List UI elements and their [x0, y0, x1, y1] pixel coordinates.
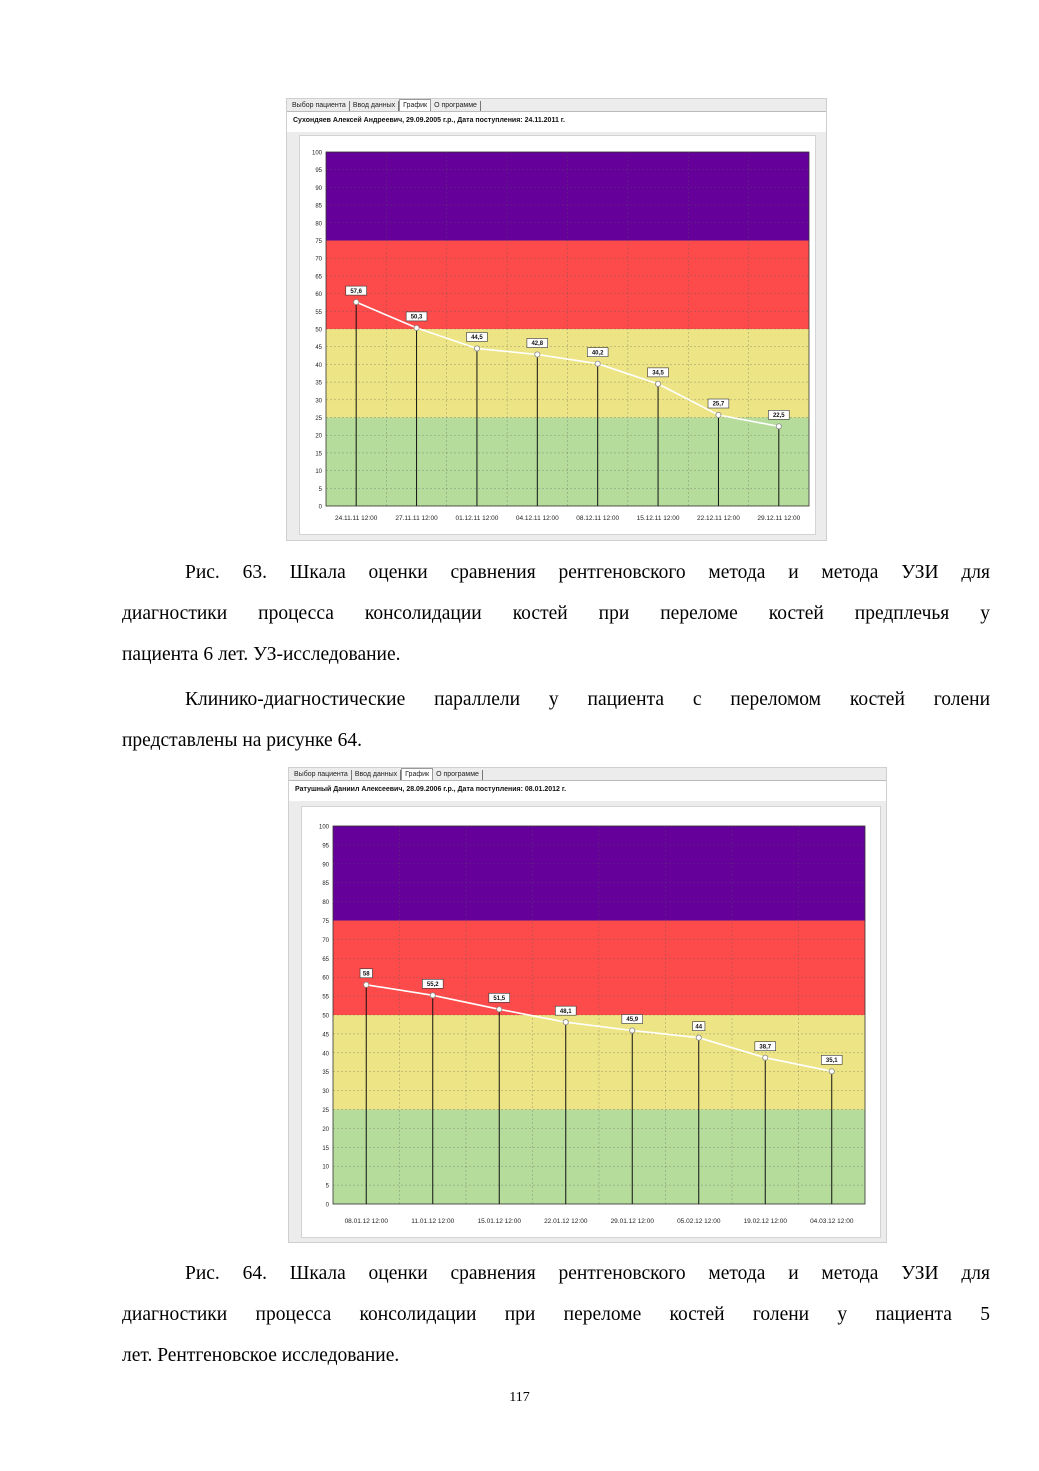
y-tick-label: 45 — [315, 345, 322, 352]
y-tick-label: 100 — [311, 150, 322, 157]
y-tick-label: 95 — [315, 168, 322, 175]
data-label: 44,5 — [471, 335, 483, 342]
body-paragraph-line-1: Клинико-диагностические параллели у пациента с переломом костей голени — [185, 689, 990, 710]
x-tick-label: 29.01.12 12:00 — [610, 1218, 654, 1225]
y-tick-label: 85 — [315, 203, 322, 210]
x-tick-label: 05.02.12 12:00 — [677, 1218, 721, 1225]
caption-63 — [122, 552, 990, 675]
caption-63-line-3: пациента 6 лет. УЗ-исследование. — [122, 644, 401, 665]
data-point — [414, 325, 419, 330]
data-label: 25,7 — [712, 401, 725, 408]
patient-info: Сухондяев Алексей Андреевич, 29.09.2005 г.р., Дата поступления: 24.11.2011 г. — [293, 117, 565, 124]
y-tick-label: 0 — [325, 1202, 329, 1209]
tab-bar — [291, 768, 483, 780]
data-label: 22,5 — [772, 413, 785, 420]
x-tick-label: 04.03.12 12:00 — [810, 1218, 854, 1225]
caption-64 — [122, 1253, 990, 1376]
y-tick-label: 75 — [315, 239, 322, 245]
chart-panel — [299, 135, 816, 535]
x-tick-label: 27.11.11 12:00 — [395, 515, 438, 522]
x-tick-label: 15.01.12 12:00 — [477, 1218, 521, 1225]
y-tick-label: 80 — [315, 221, 322, 228]
y-tick-label: 90 — [315, 185, 322, 192]
y-tick-label: 65 — [322, 956, 329, 963]
caption-64-line-2: диагностики процесса консолидации при переломе костей голени у пациента 5 — [122, 1304, 990, 1325]
x-tick-label: 15.12.11 12:00 — [636, 515, 680, 522]
tab-patient-select[interactable]: Выбор пациента — [289, 101, 350, 111]
data-label: 45,9 — [626, 1017, 639, 1024]
patient-info-bar — [289, 780, 886, 801]
data-label: 38,7 — [759, 1044, 772, 1051]
data-label: 58 — [362, 971, 370, 978]
data-point — [430, 993, 435, 998]
chart-63 — [300, 136, 817, 536]
y-tick-label: 60 — [322, 975, 329, 982]
caption-63-line-2: диагностики процесса консолидации костей при переломе костей предплечья у — [122, 603, 990, 624]
data-point — [716, 412, 721, 417]
chart-64 — [302, 807, 882, 1239]
y-tick-label: 50 — [315, 327, 322, 334]
y-tick-label: 95 — [322, 843, 329, 850]
y-tick-label: 60 — [315, 292, 322, 299]
y-tick-label: 15 — [322, 1145, 329, 1152]
y-tick-label: 75 — [322, 919, 329, 925]
data-label: 44 — [695, 1024, 703, 1031]
x-tick-label: 11.01.12 12:00 — [411, 1218, 455, 1225]
data-point — [776, 424, 781, 429]
x-tick-label: 08.01.12 12:00 — [344, 1218, 388, 1225]
x-tick-label: 22.12.11 12:00 — [696, 515, 740, 522]
y-tick-label: 15 — [315, 451, 322, 458]
data-point — [354, 299, 359, 304]
tab-bar — [289, 99, 481, 111]
data-label: 50,3 — [410, 314, 423, 321]
y-tick-label: 20 — [315, 433, 322, 440]
y-tick-label: 20 — [322, 1126, 329, 1133]
page-number: 117 — [509, 1390, 530, 1405]
y-tick-label: 0 — [318, 504, 322, 511]
y-tick-label: 10 — [322, 1164, 329, 1171]
y-tick-label: 70 — [322, 937, 329, 944]
y-tick-label: 70 — [315, 256, 322, 263]
data-label: 57,6 — [350, 288, 363, 295]
y-tick-label: 65 — [315, 274, 322, 281]
data-label: 48,1 — [559, 1008, 572, 1015]
y-tick-label: 90 — [322, 862, 329, 869]
y-tick-label: 5 — [318, 486, 322, 493]
figure-63-window — [286, 98, 827, 541]
y-tick-label: 10 — [315, 469, 322, 476]
y-tick-label: 40 — [315, 362, 322, 369]
data-point — [595, 361, 600, 366]
data-point — [364, 982, 369, 987]
y-tick-label: 45 — [322, 1032, 329, 1039]
data-point — [563, 1020, 568, 1025]
x-tick-label: 01.12.11 12:00 — [455, 515, 499, 522]
tab-about[interactable]: О программе — [433, 770, 483, 780]
x-tick-label: 04.12.11 12:00 — [515, 515, 559, 522]
data-label: 40,2 — [591, 350, 604, 357]
tab-data-entry[interactable]: Ввод данных — [352, 770, 401, 780]
caption-64-line-3: лет. Рентгеновское исследование. — [122, 1345, 400, 1366]
tab-about[interactable]: О программе — [431, 101, 481, 111]
caption-63-line-1: Рис. 63. Шкала оценки сравнения рентгеновского метода и метода УЗИ для — [185, 562, 990, 583]
body-paragraph — [122, 679, 990, 761]
y-tick-label: 50 — [322, 1013, 329, 1020]
figure-64-window — [288, 767, 887, 1243]
y-tick-label: 55 — [315, 309, 322, 316]
y-tick-label: 80 — [322, 900, 329, 907]
data-point — [829, 1069, 834, 1074]
chart-panel — [301, 806, 881, 1238]
y-tick-label: 35 — [322, 1070, 329, 1077]
data-label: 35,1 — [825, 1058, 838, 1065]
data-point — [535, 352, 540, 357]
patient-info-bar — [287, 111, 826, 132]
x-tick-label: 19.02.12 12:00 — [743, 1218, 787, 1225]
y-tick-label: 5 — [325, 1183, 329, 1190]
x-tick-label: 22.01.12 12:00 — [544, 1218, 588, 1225]
y-tick-label: 100 — [318, 824, 329, 831]
y-tick-label: 25 — [322, 1108, 329, 1114]
tab-data-entry[interactable]: Ввод данных — [350, 101, 399, 111]
tab-patient-select[interactable]: Выбор пациента — [291, 770, 352, 780]
y-tick-label: 85 — [322, 881, 329, 888]
data-label: 55,2 — [426, 982, 439, 989]
patient-info: Ратушный Даниил Алексеевич, 28.09.2006 г.р., Дата поступления: 08.01.2012 г. — [295, 786, 567, 793]
body-paragraph-line-2: представлены на рисунке 64. — [122, 730, 362, 751]
data-label: 34,5 — [652, 370, 664, 377]
caption-64-line-1: Рис. 64. Шкала оценки сравнения рентгеновского метода и метода УЗИ для — [185, 1263, 990, 1284]
y-tick-label: 25 — [315, 416, 322, 422]
tab-chart[interactable]: График — [401, 768, 433, 780]
data-point — [655, 381, 660, 386]
data-point — [696, 1035, 701, 1040]
y-tick-label: 55 — [322, 994, 329, 1001]
data-point — [497, 1007, 502, 1012]
data-label: 51,5 — [493, 996, 506, 1003]
x-tick-label: 08.12.11 12:00 — [576, 515, 620, 522]
data-label: 42,8 — [531, 341, 544, 348]
y-tick-label: 30 — [315, 398, 322, 405]
x-tick-label: 29.12.11 12:00 — [757, 515, 801, 522]
data-point — [474, 346, 479, 351]
data-point — [763, 1055, 768, 1060]
y-tick-label: 40 — [322, 1051, 329, 1058]
y-tick-label: 30 — [322, 1089, 329, 1096]
data-point — [630, 1028, 635, 1033]
tab-chart[interactable]: График — [399, 99, 431, 111]
y-tick-label: 35 — [315, 380, 322, 387]
x-tick-label: 24.11.11 12:00 — [334, 515, 378, 522]
